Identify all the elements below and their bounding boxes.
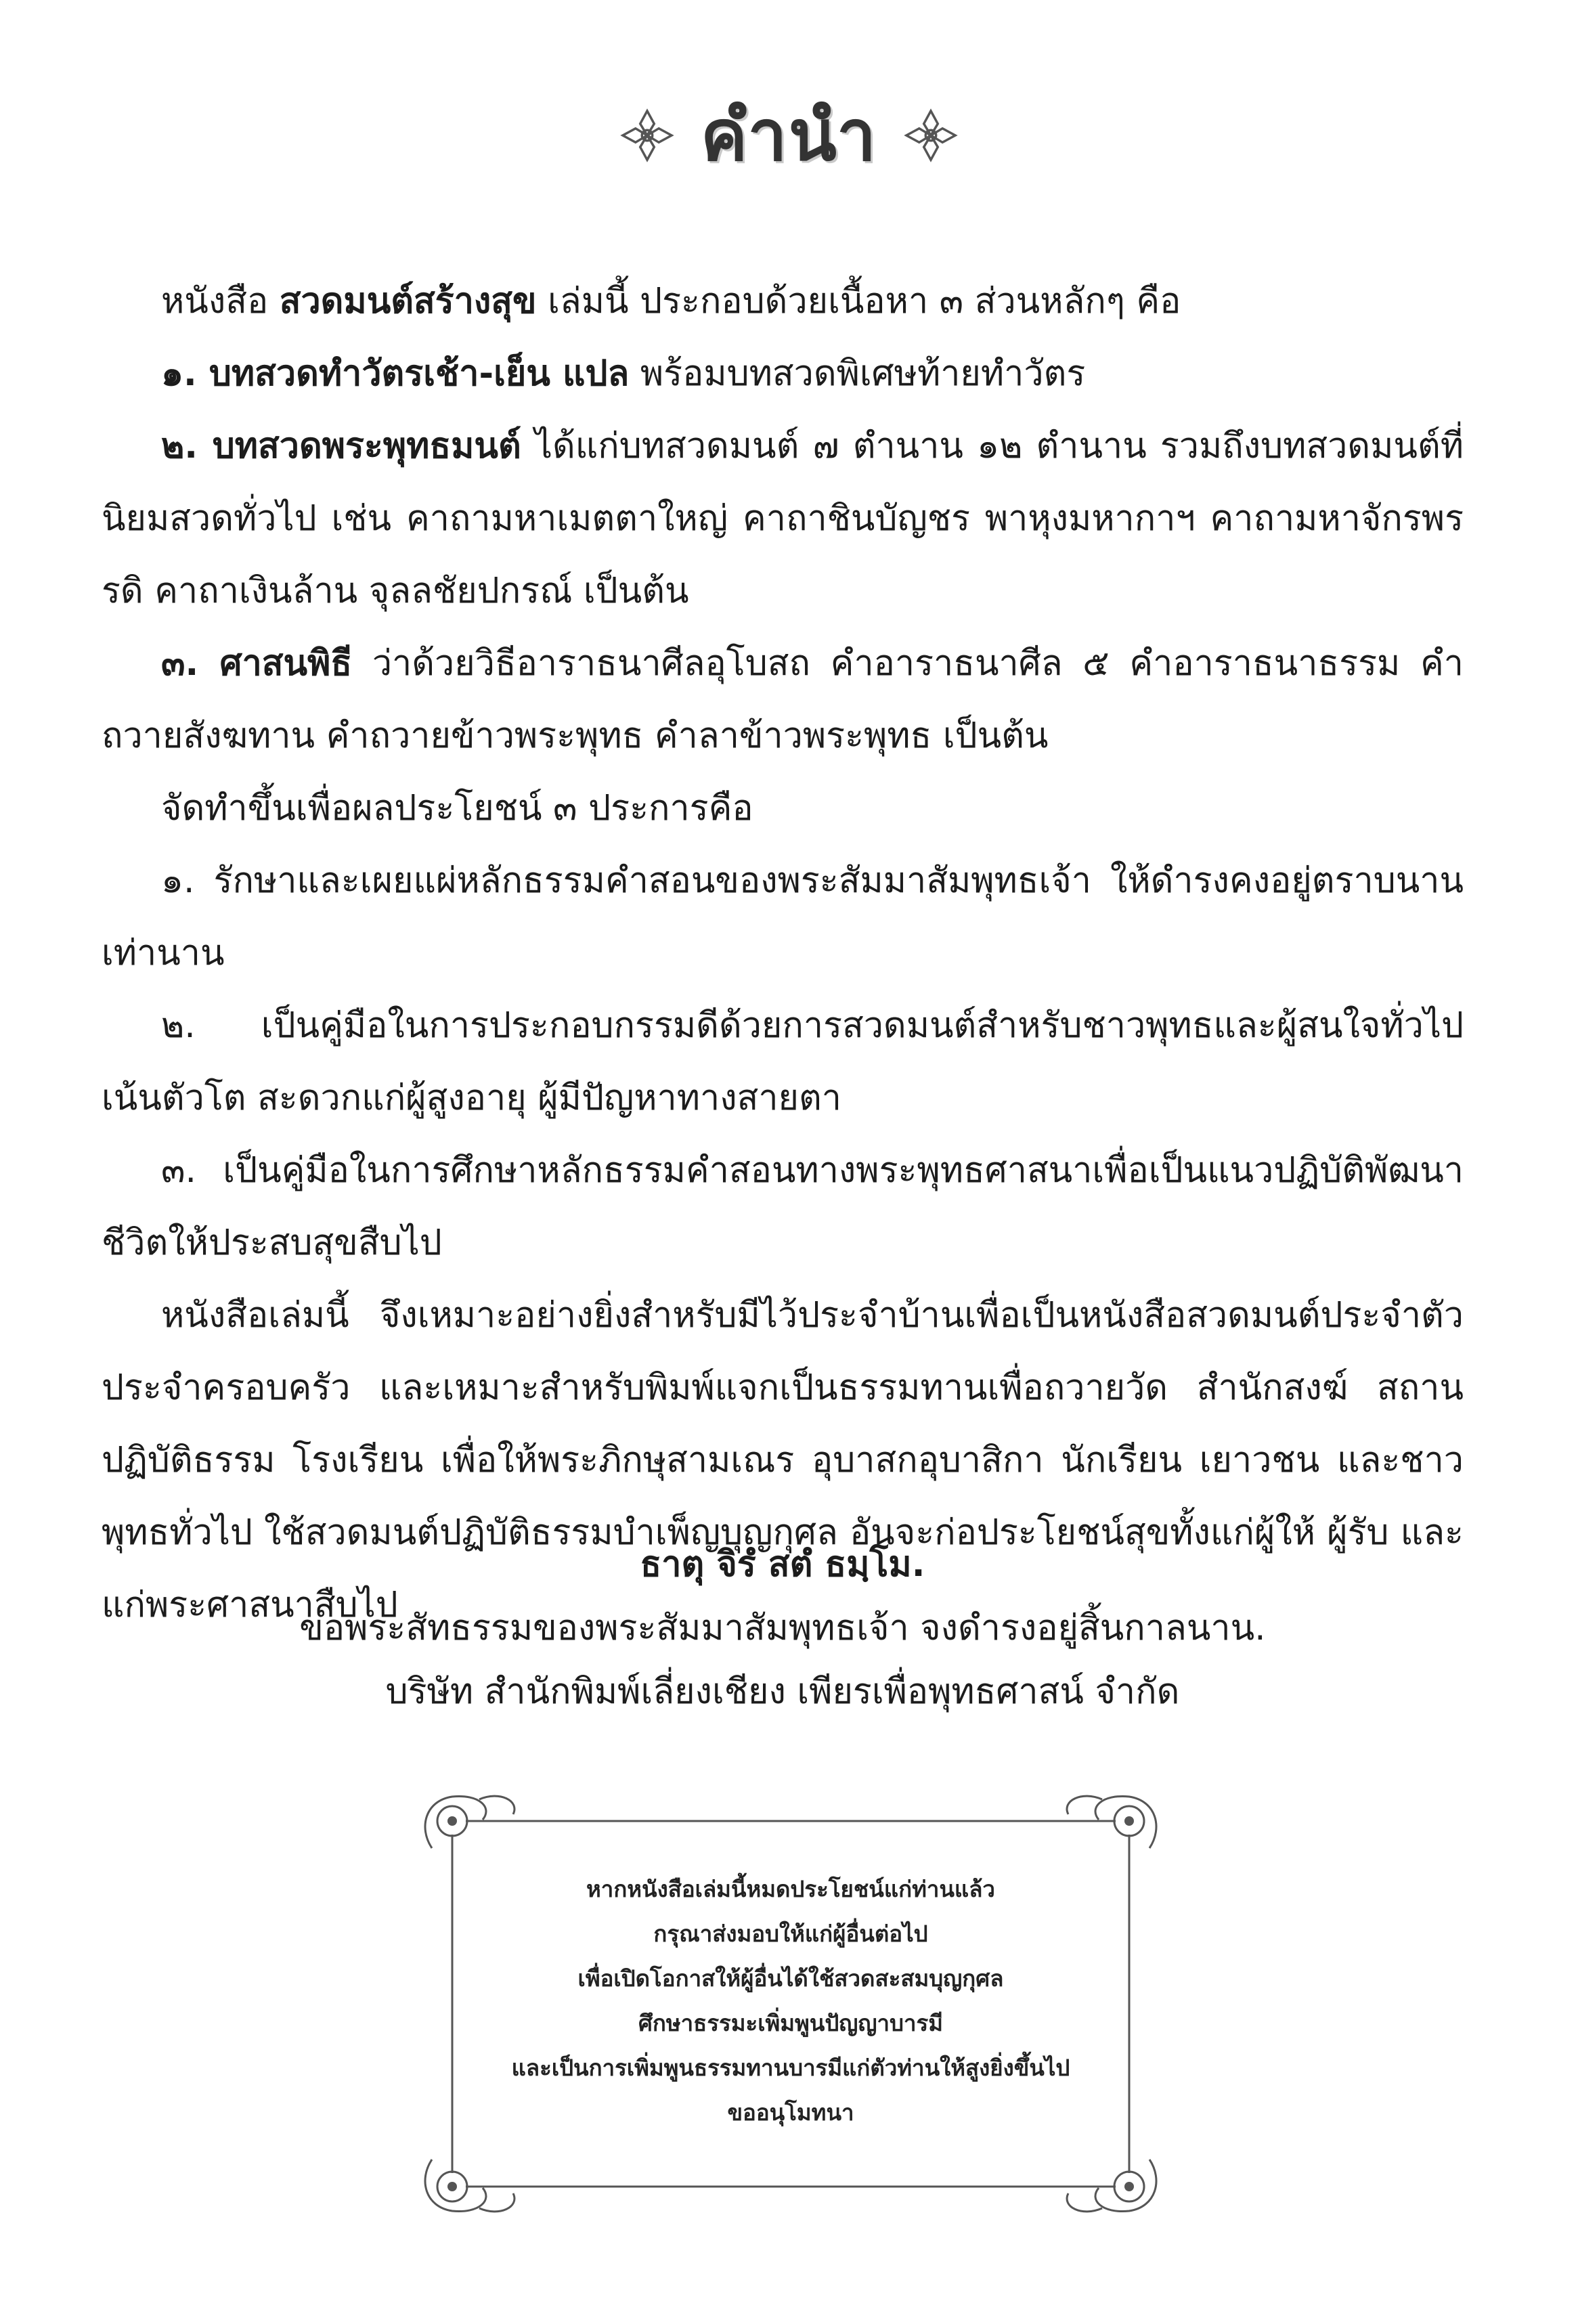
pali-motto: ธาตุ จิรํ สตํ ธมฺโม.: [640, 1544, 925, 1585]
paragraph: ๒. บทสวดพระพุทธมนต์ ได้แก่บทสวดมนต์ ๗ ตำนาน ๑๒ ตำนาน รวมถึงบทสวดมนต์ที่นิยมสวดทั่วไป เช่น คาถามหาเมตตาใหญ่ คาถาชินบัญชร พาหุงมหากาฯ คาถามหาจักรพรรดิ คาถาเงินล้าน จุลลชัยปกรณ์ เป็นต้น: [102, 426, 1464, 611]
blessing-line: ขอพระสัทธรรมของพระสัมมาสัมพุทธเจ้า จงดำรงอยู่สิ้นกาลนาน.: [299, 1608, 1266, 1648]
notice-frame: [418, 1787, 1163, 2220]
page-title: คำนำ: [700, 94, 878, 177]
notice-line: ขออนุโมทนา: [727, 2099, 854, 2126]
paragraph: หนังสือ สวดมนต์สร้างสุข เล่มนี้ ประกอบด้วยเนื้อหา ๓ ส่วนหลักๆ คือ: [161, 281, 1181, 322]
notice-line: หากหนังสือเล่มนี้หมดประโยชน์แก่ท่านแล้ว: [586, 1876, 995, 1902]
thai-flower-ornament-icon: [618, 106, 676, 165]
notice-line: และเป็นการเพิ่มพูนธรรมทานบารมีแก่ตัวท่านให้สูงยิ่งขึ้นไป: [511, 2055, 1070, 2081]
paragraph: ๒. เป็นคู่มือในการประกอบกรรมดีด้วยการสวดมนต์สำหรับชาวพุทธและผู้สนใจทั่วไป เน้นตัวโต สะดวกแก่ผู้สูงอายุ ผู้มีปัญหาทางสายตา: [102, 1005, 1464, 1118]
paragraph: หนังสือเล่มนี้ จึงเหมาะอย่างยิ่งสำหรับมีไว้ประจำบ้านเพื่อเป็นหนังสือสวดมนต์ประจำตัว ประจำครอบครัว และเหมาะสำหรับพิมพ์แจกเป็นธรรมทานเพื่อถวายวัด สำนักสงฆ์ สถานปฏิบัติธรรม โรงเรียน เพื่อให้พระภิกษุสามเณร อุบาสกอุบาสิกา นักเรียน เยาวชน และชาวพุทธทั่วไป ใช้สวดมนต์ปฏิบัติธรรมบำเพ็ญบุญกุศล อันจะก่อประโยชน์สุขทั้งแก่ผู้ให้ ผู้รับ และแก่พระศาสนาสืบไป: [102, 1295, 1464, 1625]
paragraph: จัดทำขึ้นเพื่อผลประโยชน์ ๓ ประการคือ: [161, 788, 753, 829]
notice-text: [459, 1867, 1122, 2135]
paragraph: ๑. รักษาและเผยแผ่หลักธรรมคำสอนของพระสัมมาสัมพุทธเจ้า ให้ดำรงคงอยู่ตราบนานเท่านาน: [102, 860, 1464, 973]
page-header: [0, 88, 1578, 183]
notice-line: เพื่อเปิดโอกาสให้ผู้อื่นได้ใช้สวดสะสมบุญกุศล: [577, 1965, 1004, 1992]
preface-body: [102, 265, 1464, 1642]
paragraph: ๑. บทสวดทำวัตรเช้า-เย็น แปล พร้อมบทสวดพิเศษท้ายทำวัตร: [161, 353, 1086, 394]
notice-line: กรุณาส่งมอบให้แก่ผู้อื่นต่อไป: [653, 1921, 928, 1947]
notice-line: ศึกษาธรรมะเพิ่มพูนปัญญาบารมี: [638, 2010, 944, 2036]
publisher-name: บริษัท สำนักพิมพ์เลี่ยงเชียง เพียรเพื่อพุทธศาสน์ จำกัด: [385, 1671, 1180, 1712]
thai-flower-ornament-icon: [902, 106, 960, 165]
paragraph: ๓. ศาสนพิธี ว่าด้วยวิธีอาราธนาศีลอุโบสถ คำอาราธนาศีล ๕ คำอาราธนาธรรม คำถวายสังฆทาน คำถวายข้าวพระพุทธ คำลาข้าวพระพุทธ เป็นต้น: [102, 643, 1464, 756]
paragraph: ๓. เป็นคู่มือในการศึกษาหลักธรรมคำสอนทางพระพุทธศาสนาเพื่อเป็นแนวปฏิบัติพัฒนาชีวิตให้ประสบสุขสืบไป: [102, 1150, 1464, 1263]
signoff: [102, 1533, 1464, 1724]
